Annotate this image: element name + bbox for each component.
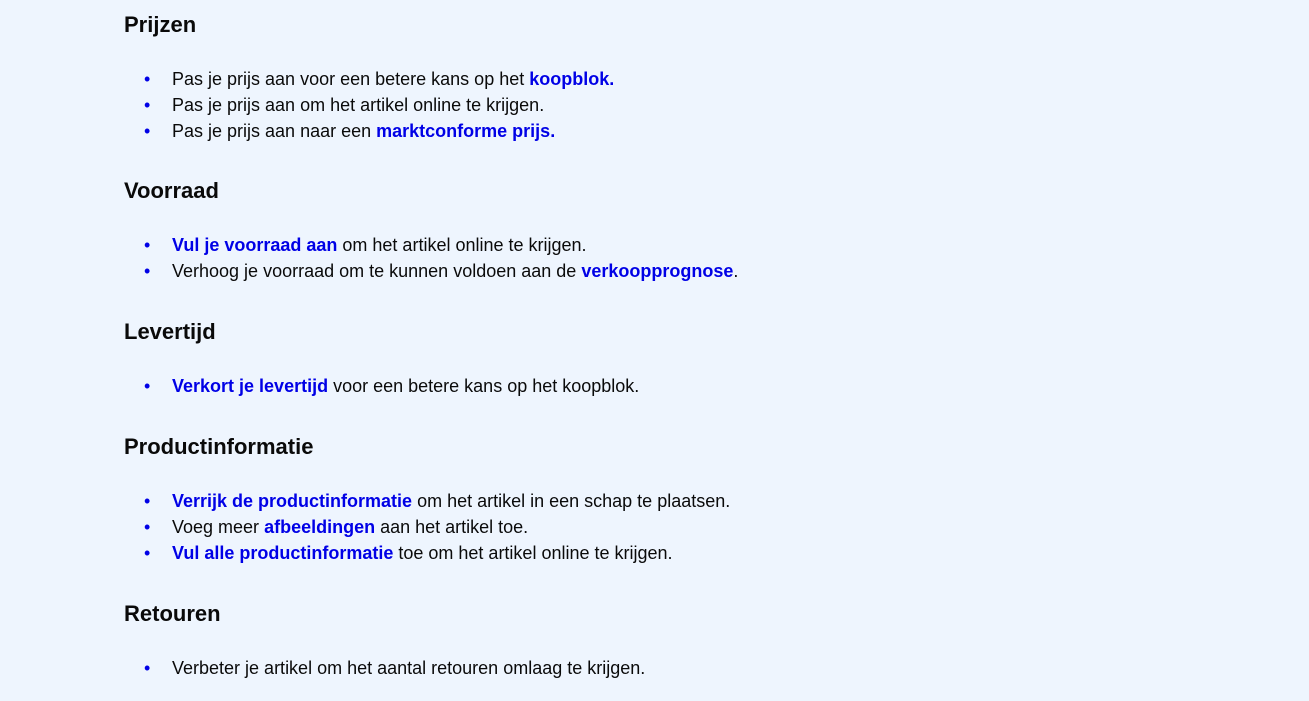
bullet-icon: • bbox=[144, 543, 151, 563]
bullet-icon: • bbox=[144, 376, 151, 396]
list-item bbox=[124, 373, 639, 399]
section-title: Voorraad bbox=[124, 178, 219, 203]
item-text: Pas je prijs aan om het artikel online te krijgen. bbox=[172, 95, 545, 115]
bullet-icon: • bbox=[144, 95, 151, 115]
bullet-icon: • bbox=[144, 69, 151, 89]
list-item bbox=[124, 118, 614, 144]
item-text: Verbeter je artikel om het aantal retouren omlaag te krijgen. bbox=[172, 658, 646, 678]
bullet-icon: • bbox=[144, 121, 151, 141]
section-voorraad bbox=[124, 178, 738, 284]
verkoopprognose-link[interactable]: verkoopprognose bbox=[581, 261, 734, 281]
afbeeldingen-link[interactable]: afbeeldingen bbox=[264, 517, 376, 537]
item-text-end: . bbox=[733, 261, 739, 281]
section-levertijd bbox=[124, 319, 639, 399]
item-text: Pas je prijs aan naar een bbox=[172, 121, 377, 141]
verrijk-productinformatie-link[interactable]: Verrijk de productinformatie bbox=[172, 491, 413, 511]
list-item bbox=[124, 655, 645, 681]
vul-alle-productinformatie-link[interactable]: Vul alle productinformatie bbox=[172, 543, 394, 563]
list-item bbox=[124, 540, 730, 566]
vul-voorraad-aan-link[interactable]: Vul je voorraad aan bbox=[172, 235, 338, 255]
item-text: voor een betere kans op het koopblok. bbox=[328, 376, 640, 396]
bullet-icon: • bbox=[144, 261, 151, 281]
verkort-levertijd-link[interactable]: Verkort je levertijd bbox=[172, 376, 329, 396]
list-item bbox=[124, 66, 614, 92]
bullet-icon: • bbox=[144, 517, 151, 537]
marktconforme-prijs-link[interactable]: marktconforme prijs. bbox=[376, 121, 556, 141]
bullet-icon: • bbox=[144, 235, 151, 255]
list-item bbox=[124, 232, 738, 258]
item-text: om het artikel in een schap te plaatsen. bbox=[412, 491, 731, 511]
tip-list bbox=[124, 373, 639, 399]
tip-list bbox=[124, 232, 738, 284]
item-text: Voeg meer bbox=[172, 517, 265, 537]
list-item bbox=[124, 92, 614, 118]
bullet-icon: • bbox=[144, 658, 151, 678]
tip-list bbox=[124, 488, 730, 566]
bullet-icon: • bbox=[144, 491, 151, 511]
koopblok-link[interactable]: koopblok. bbox=[529, 69, 615, 89]
item-text: Verhoog je voorraad om te kunnen voldoen aan de bbox=[172, 261, 582, 281]
item-text: toe om het artikel online te krijgen. bbox=[393, 543, 673, 563]
section-retouren bbox=[124, 601, 645, 681]
section-title: Productinformatie bbox=[124, 434, 314, 459]
section-productinformatie bbox=[124, 434, 730, 566]
list-item bbox=[124, 488, 730, 514]
item-text: Pas je prijs aan voor een betere kans op het bbox=[172, 69, 530, 89]
item-text: om het artikel online te krijgen. bbox=[337, 235, 587, 255]
section-title: Retouren bbox=[124, 601, 221, 626]
list-item bbox=[124, 514, 730, 540]
list-item bbox=[124, 258, 738, 284]
item-text-end: aan het artikel toe. bbox=[375, 517, 529, 537]
section-title: Levertijd bbox=[124, 319, 216, 344]
tip-list bbox=[124, 655, 645, 681]
section-prijzen bbox=[124, 12, 614, 144]
section-title: Prijzen bbox=[124, 12, 197, 37]
tip-list bbox=[124, 66, 614, 144]
